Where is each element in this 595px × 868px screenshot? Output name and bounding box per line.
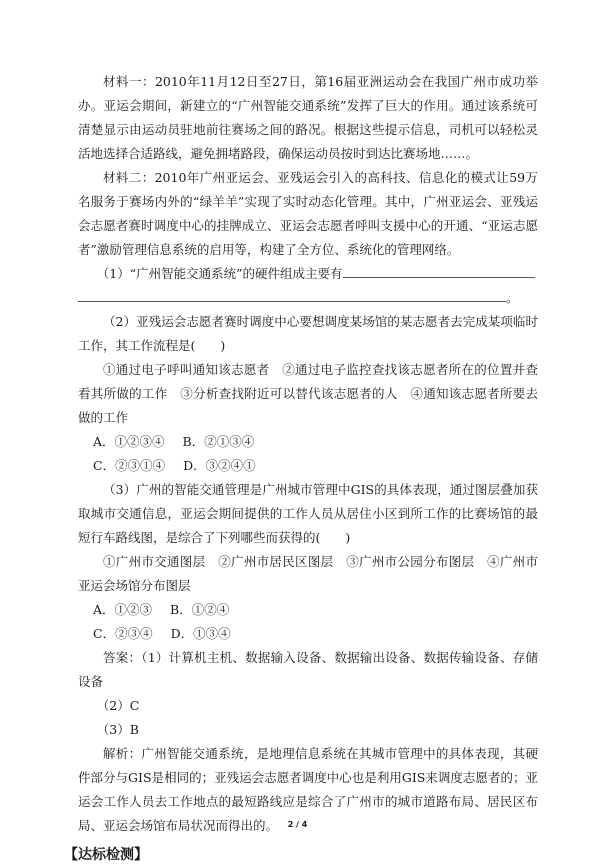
option-a: A．①②③ xyxy=(93,602,153,617)
question-1-end: 。 xyxy=(506,290,519,305)
analysis: 解析：广州智能交通系统，是地理信息系统在其城市管理中的具体表现，其硬件部分与GIS是相同的；亚残运会志愿者调度中心也是利用GIS来调度志愿者的；亚运会工作人员去工作地点的最短路线应是综合了广州市的城市道路布局、居民区布局、亚运会场馆布局状况而得出的。 xyxy=(78,746,538,833)
question-1-text: （1）“广州智能交通系统”的硬件组成主要有 xyxy=(96,266,343,281)
answer-blank-line xyxy=(343,263,535,278)
option-c: C．②③④ xyxy=(93,626,153,641)
material-one: 材料一：2010年11月12日至27日，第16届亚洲运动会在我国广州市成功举办。亚运会期间，新建立的“广州智能交通系统”发挥了巨大的作用。通过该系统可清楚显示由运动员驻地前往赛场之间的路况。根据这些提示信息，司机可以轻松灵活地选择合适路线，避免拥堵路段，确保运动员按时到达比赛场地……。 xyxy=(78,74,538,161)
question-3 xyxy=(78,478,538,646)
material-two: 材料二：2010年广州亚运会、亚残运会引入的高科技、信息化的模式让59万名服务于赛场内外的“绿羊羊”实现了实时动态化管理。其中，广州亚运会、亚残运会志愿者赛时调度中心的挂牌成立、亚运会志愿者呼叫支援中心的开通、“亚运志愿者”激励管理信息系统的启用等，构建了全方位、系统化的管理网络。 xyxy=(78,170,538,257)
document-body xyxy=(64,70,538,868)
answer-1: 答案：（1）计算机主机、数据输入设备、数据输出设备、数据传输设备、存储设备 xyxy=(78,650,538,689)
answer-block xyxy=(78,646,538,742)
option-d: D．③②④① xyxy=(183,458,256,473)
answer-3: （3）B xyxy=(96,722,139,737)
option-b: B．②①③④ xyxy=(182,434,255,449)
question-2-stem: （2）亚残运会志愿者赛时调度中心要想调度某场馆的某志愿者去完成某项临时工作，其工作流程是( ) xyxy=(78,314,538,353)
question-2-steps: ①通过电子呼叫通知该志愿者 ②通过电子监控查找该志愿者所在的位置并查看其所做的工作 ③分析查找附近可以替代该志愿者的人 ④通知该志愿者所要去做的工作 xyxy=(78,362,538,425)
answer-2: （2）C xyxy=(96,698,140,713)
question-3-layers: ①广州市交通图层 ②广州市居民区图层 ③广州市公园分布图层 ④广州市亚运会场馆分布图层 xyxy=(78,554,538,593)
section-heading: 【达标检测】 xyxy=(64,847,148,863)
answer-blank-line xyxy=(78,287,506,302)
question-2 xyxy=(78,310,538,478)
page-number: 2 / 4 xyxy=(287,820,308,829)
question-3-stem: （3）广州的智能交通管理是广州城市管理中GIS的具体表现，通过图层叠加获取城市交通信息，亚运会期间提供的工作人员从居住小区到所工作的比赛场馆的最短行车路线图，是综合了下列哪些而获得的( ) xyxy=(78,482,538,545)
option-a: A．①②③④ xyxy=(93,434,165,449)
option-c: C．②③①④ xyxy=(93,458,166,473)
option-d: D．①③④ xyxy=(170,626,231,641)
question-1 xyxy=(78,262,538,310)
option-b: B．①②④ xyxy=(170,602,230,617)
